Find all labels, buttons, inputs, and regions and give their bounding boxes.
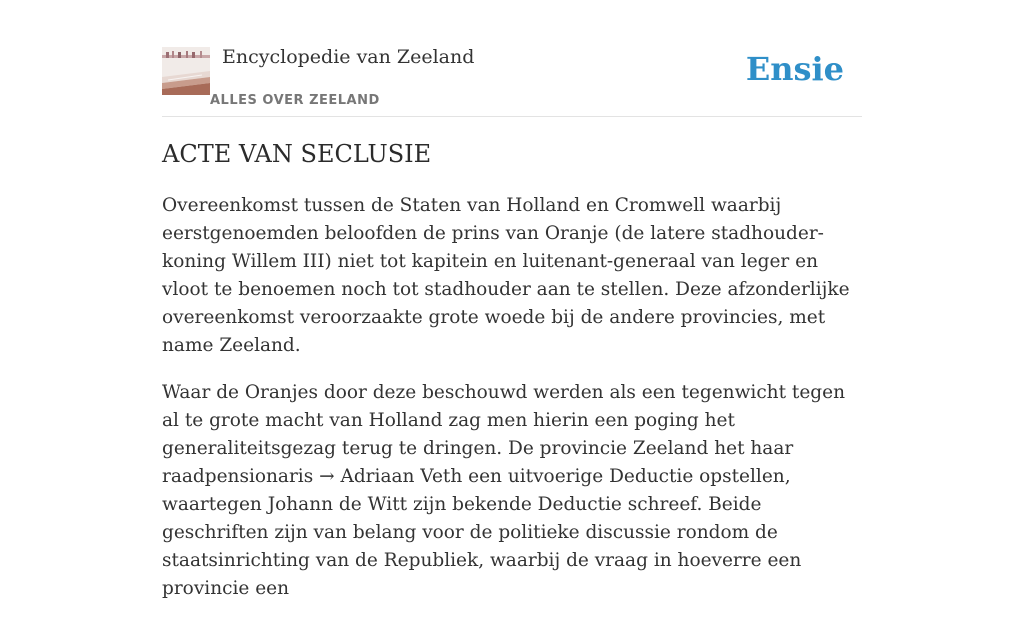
site-avatar[interactable] <box>162 47 210 95</box>
page-container <box>162 0 862 599</box>
article-paragraph <box>162 379 862 603</box>
site-title[interactable]: Encyclopedie van Zeeland <box>222 46 475 68</box>
paragraph-text: Waar de Oranjes door deze beschouwd werden als een tegenwicht tegen al te grote macht van Holland zag men hierin een poging het generaliteitsgezag terug te dringen. De provincie Zeeland het haar raadpensionaris <box>162 382 846 487</box>
book-stack-photo-icon <box>162 47 210 95</box>
adriaan-veth-link[interactable]: → Adriaan Veth <box>319 466 463 487</box>
page-title: ACTE VAN SECLUSIE <box>162 140 432 168</box>
site-header <box>162 0 862 117</box>
article-body <box>162 192 862 622</box>
ensie-logo[interactable]: Ensie <box>745 50 844 88</box>
paragraph-text: een uitvoerige Deductie opstellen, waartegen Johann de Witt zijn bekende Deductie schreef. Beide geschriften zijn van belang voor de politieke discussie rondom de staatsinrichting van de Republiek, waarbij de vraag in hoeverre een provincie een <box>162 466 802 599</box>
article-paragraph: Overeenkomst tussen de Staten van Holland en Cromwell waarbij eerstgenoemden beloofden de prins van Oranje (de latere stadhouder-koning Willem III) niet tot kapitein en luitenant-generaal van leger en vloot te benoemen noch tot stadhouder aan te stellen. Deze afzonderlijke overeenkomst veroorzaakte grote woede bij de andere provincies, met name Zeeland. <box>162 195 850 356</box>
site-subtitle: ALLES OVER ZEELAND <box>210 93 380 108</box>
